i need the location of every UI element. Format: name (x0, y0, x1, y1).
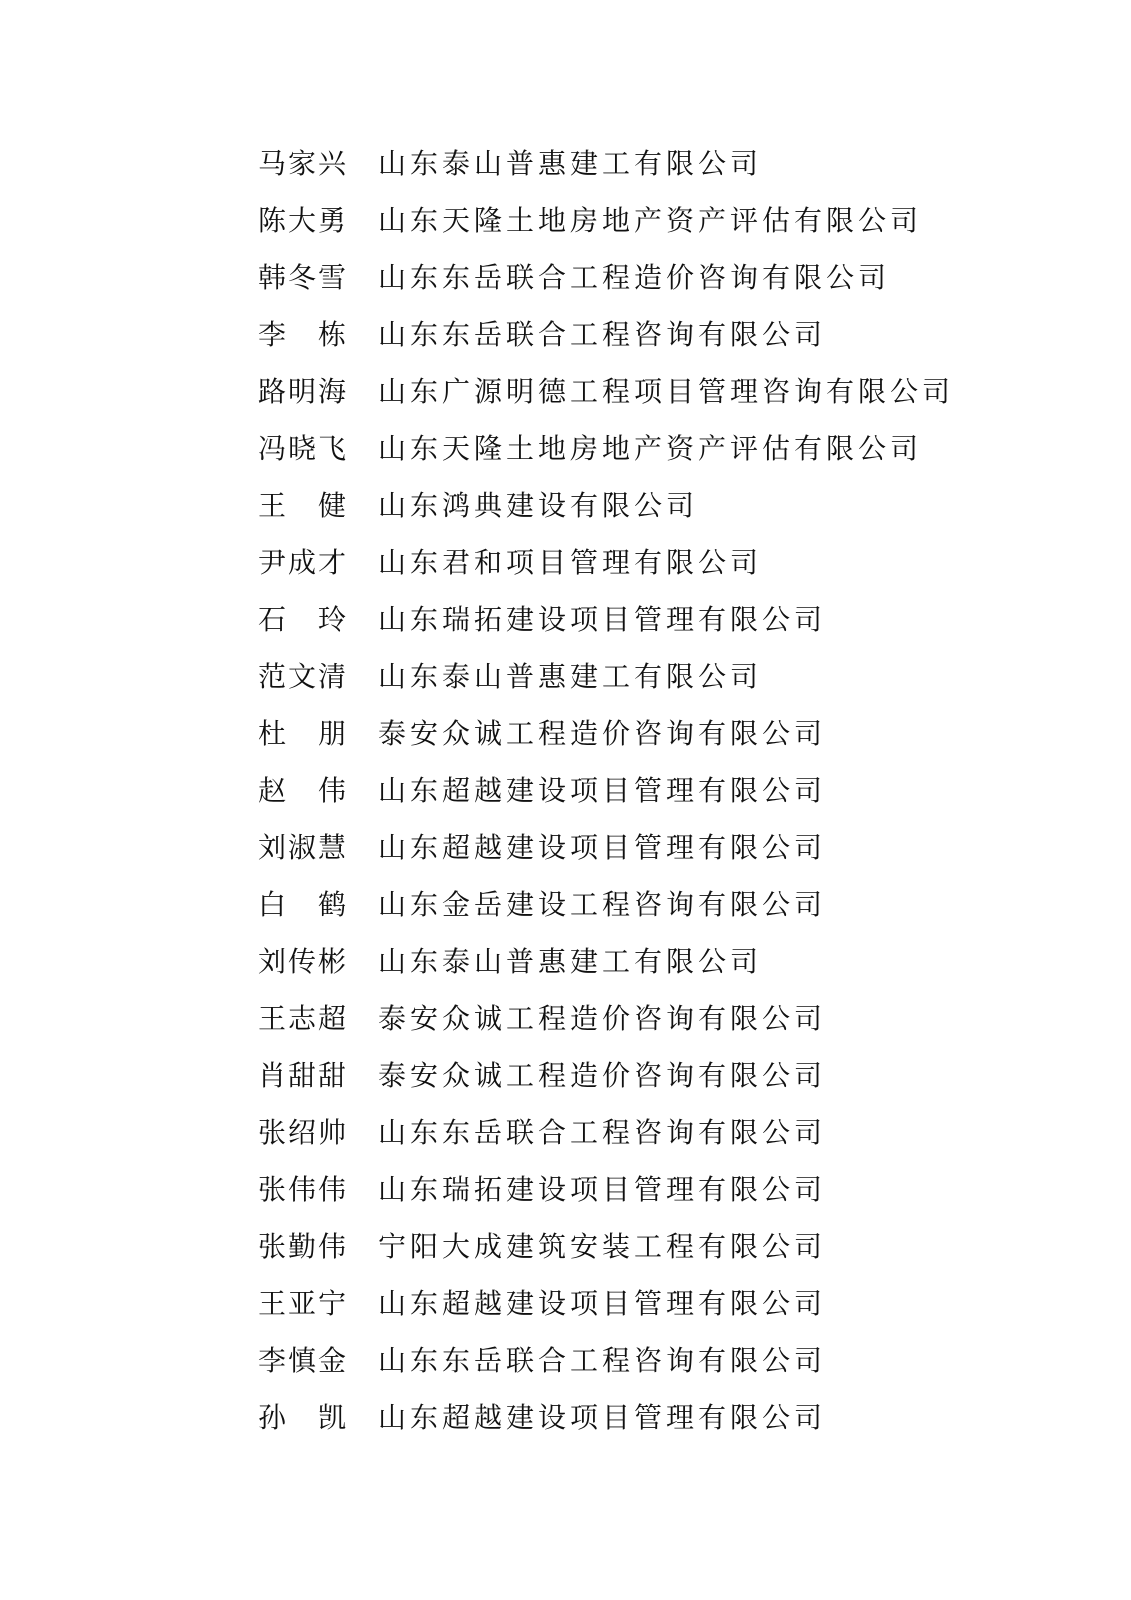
person-name (258, 1389, 346, 1446)
company-name: 山东超越建设项目管理有限公司 (378, 831, 827, 864)
name-char: 才 (317, 546, 346, 579)
name-char: 传 (287, 945, 316, 978)
name-char: 伟 (317, 1173, 346, 1206)
name-char: 金 (317, 1344, 346, 1377)
name-char: 王 (258, 489, 287, 522)
name-char: 范 (258, 660, 287, 693)
company-name: 山东泰山普惠建工有限公司 (378, 660, 763, 693)
list-item (258, 1275, 1078, 1332)
name-char: 尹 (258, 546, 287, 579)
name-char: 甜 (287, 1059, 316, 1092)
company-name: 山东超越建设项目管理有限公司 (378, 774, 827, 807)
person-name (258, 1047, 346, 1104)
list-item (258, 648, 1078, 705)
company-name: 山东超越建设项目管理有限公司 (378, 1401, 827, 1434)
name-char: 陈 (258, 204, 287, 237)
name-char: 肖 (258, 1059, 287, 1092)
list-item (258, 420, 1078, 477)
list-item (258, 1218, 1078, 1275)
list-item (258, 477, 1078, 534)
name-char: 凯 (317, 1401, 346, 1434)
list-item (258, 534, 1078, 591)
person-name (258, 1161, 346, 1218)
name-char: 绍 (287, 1116, 316, 1149)
name-char: 慎 (287, 1344, 316, 1377)
name-char: 勤 (287, 1230, 316, 1263)
name-char: 伟 (317, 774, 346, 807)
name-char: 志 (287, 1002, 316, 1035)
list-item (258, 1332, 1078, 1389)
name-char: 冬 (287, 261, 316, 294)
company-name: 山东泰山普惠建工有限公司 (378, 945, 763, 978)
name-char: 宁 (317, 1287, 346, 1320)
name-char: 帅 (317, 1116, 346, 1149)
company-name: 山东瑞拓建设项目管理有限公司 (378, 603, 827, 636)
name-char: 孙 (258, 1401, 287, 1434)
person-name (258, 1332, 346, 1389)
list-item (258, 249, 1078, 306)
name-char: 李 (258, 318, 287, 351)
name-char: 张 (258, 1173, 287, 1206)
list-item (258, 762, 1078, 819)
name-char: 大 (287, 204, 316, 237)
name-char: 海 (317, 375, 346, 408)
name-char: 健 (317, 489, 346, 522)
company-name: 山东金岳建设工程咨询有限公司 (378, 888, 827, 921)
company-name: 山东东岳联合工程咨询有限公司 (378, 1344, 827, 1377)
person-name (258, 1218, 346, 1275)
name-char: 伟 (317, 1230, 346, 1263)
name-char: 鹤 (317, 888, 346, 921)
name-char: 伟 (287, 1173, 316, 1206)
company-name: 泰安众诚工程造价咨询有限公司 (378, 717, 827, 750)
company-name: 宁阳大成建筑安装工程有限公司 (378, 1230, 827, 1263)
company-name: 山东东岳联合工程造价咨询有限公司 (378, 261, 891, 294)
name-char: 勇 (317, 204, 346, 237)
name-char: 韩 (258, 261, 287, 294)
company-name: 山东君和项目管理有限公司 (378, 546, 763, 579)
company-name: 山东东岳联合工程咨询有限公司 (378, 318, 827, 351)
company-name: 山东东岳联合工程咨询有限公司 (378, 1116, 827, 1149)
list-item (258, 306, 1078, 363)
company-name: 泰安众诚工程造价咨询有限公司 (378, 1002, 827, 1035)
name-char: 飞 (317, 432, 346, 465)
person-name (258, 1275, 346, 1332)
name-char: 路 (258, 375, 287, 408)
list-item (258, 1161, 1078, 1218)
name-char: 栋 (317, 318, 346, 351)
name-char: 朋 (317, 717, 346, 750)
list-item (258, 705, 1078, 762)
name-char: 李 (258, 1344, 287, 1377)
name-char: 马 (258, 147, 287, 180)
name-char: 超 (317, 1002, 346, 1035)
list-item (258, 363, 1078, 420)
name-char: 淑 (287, 831, 316, 864)
person-name (258, 306, 346, 363)
company-name: 泰安众诚工程造价咨询有限公司 (378, 1059, 827, 1092)
list-item (258, 192, 1078, 249)
person-name (258, 192, 346, 249)
person-name (258, 477, 346, 534)
name-char: 成 (287, 546, 316, 579)
person-name (258, 420, 346, 477)
list-item (258, 933, 1078, 990)
name-char: 晓 (287, 432, 316, 465)
person-name (258, 648, 346, 705)
person-name (258, 819, 346, 876)
name-char: 兴 (317, 147, 346, 180)
name-char: 甜 (317, 1059, 346, 1092)
name-char: 文 (287, 660, 316, 693)
name-char: 清 (317, 660, 346, 693)
name-char: 彬 (317, 945, 346, 978)
name-char: 慧 (317, 831, 346, 864)
name-char: 杜 (258, 717, 287, 750)
name-char: 家 (287, 147, 316, 180)
list-item (258, 135, 1078, 192)
person-name (258, 762, 346, 819)
person-name (258, 876, 346, 933)
name-char: 王 (258, 1002, 287, 1035)
list-item (258, 876, 1078, 933)
name-char: 刘 (258, 831, 287, 864)
name-char: 张 (258, 1230, 287, 1263)
name-char: 赵 (258, 774, 287, 807)
name-char: 石 (258, 603, 287, 636)
name-char: 冯 (258, 432, 287, 465)
person-name (258, 990, 346, 1047)
company-name: 山东广源明德工程项目管理咨询有限公司 (378, 375, 955, 408)
name-char: 雪 (317, 261, 346, 294)
person-name (258, 363, 346, 420)
name-char: 王 (258, 1287, 287, 1320)
list-item (258, 819, 1078, 876)
person-name (258, 933, 346, 990)
name-char: 玲 (317, 603, 346, 636)
name-char: 白 (258, 888, 287, 921)
name-char: 亚 (287, 1287, 316, 1320)
person-name (258, 1104, 346, 1161)
name-char: 张 (258, 1116, 287, 1149)
list-item (258, 1047, 1078, 1104)
personnel-list (258, 135, 1078, 1446)
person-name (258, 135, 346, 192)
list-item (258, 591, 1078, 648)
person-name (258, 249, 346, 306)
company-name: 山东泰山普惠建工有限公司 (378, 147, 763, 180)
company-name: 山东超越建设项目管理有限公司 (378, 1287, 827, 1320)
person-name (258, 705, 346, 762)
name-char: 刘 (258, 945, 287, 978)
company-name: 山东天隆土地房地产资产评估有限公司 (378, 204, 923, 237)
list-item (258, 1104, 1078, 1161)
company-name: 山东天隆土地房地产资产评估有限公司 (378, 432, 923, 465)
company-name: 山东瑞拓建设项目管理有限公司 (378, 1173, 827, 1206)
person-name (258, 534, 346, 591)
company-name: 山东鸿典建设有限公司 (378, 489, 699, 522)
list-item (258, 990, 1078, 1047)
list-item (258, 1389, 1078, 1446)
person-name (258, 591, 346, 648)
name-char: 明 (287, 375, 316, 408)
